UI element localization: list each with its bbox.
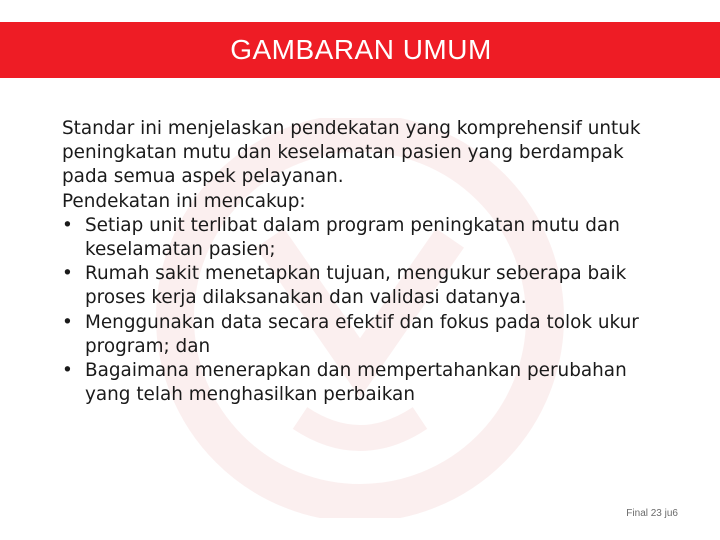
intro-line-1: Standar ini menjelaskan pendekatan yang komprehensif untuk (62, 118, 641, 139)
list-item (62, 262, 692, 310)
bullet-line-2: proses kerja dilaksanakan dan validasi datanya. (85, 287, 527, 309)
intro-line-2: peningkatan mutu dan keselamatan pasien yang berdampak (62, 142, 624, 164)
title-bar (0, 22, 720, 78)
bullet-icon: • (62, 311, 73, 333)
bullet-line-2: program; dan (85, 335, 211, 357)
page-title: GAMBARAN UMUM (230, 34, 492, 65)
list-item (62, 311, 692, 359)
bullet-line-2: yang telah menghasilkan perbaikan (85, 384, 415, 406)
list-item (62, 214, 692, 262)
list-item (62, 359, 692, 407)
bullet-icon: • (62, 214, 73, 236)
body-content (62, 117, 692, 407)
bullet-list (62, 214, 692, 408)
bullet-icon: • (62, 263, 73, 285)
bullet-line-1: Bagaimana menerapkan dan mempertahankan perubahan (85, 360, 627, 382)
footer-page-number: Final 23 ju6 (626, 508, 678, 519)
bullet-line-1: Menggunakan data secara efektif dan fokus pada tolok ukur (85, 311, 639, 333)
intro-line-3: pada semua aspek pelayanan. (62, 166, 344, 188)
bullet-line-2: keselamatan pasien; (85, 239, 276, 261)
approach-heading: Pendekatan ini mencakup: (62, 190, 306, 212)
bullet-icon: • (62, 360, 73, 382)
bullet-line-1: Setiap unit terlibat dalam program peningkatan mutu dan (85, 214, 620, 236)
bullet-line-1: Rumah sakit menetapkan tujuan, mengukur seberapa baik (85, 263, 627, 285)
